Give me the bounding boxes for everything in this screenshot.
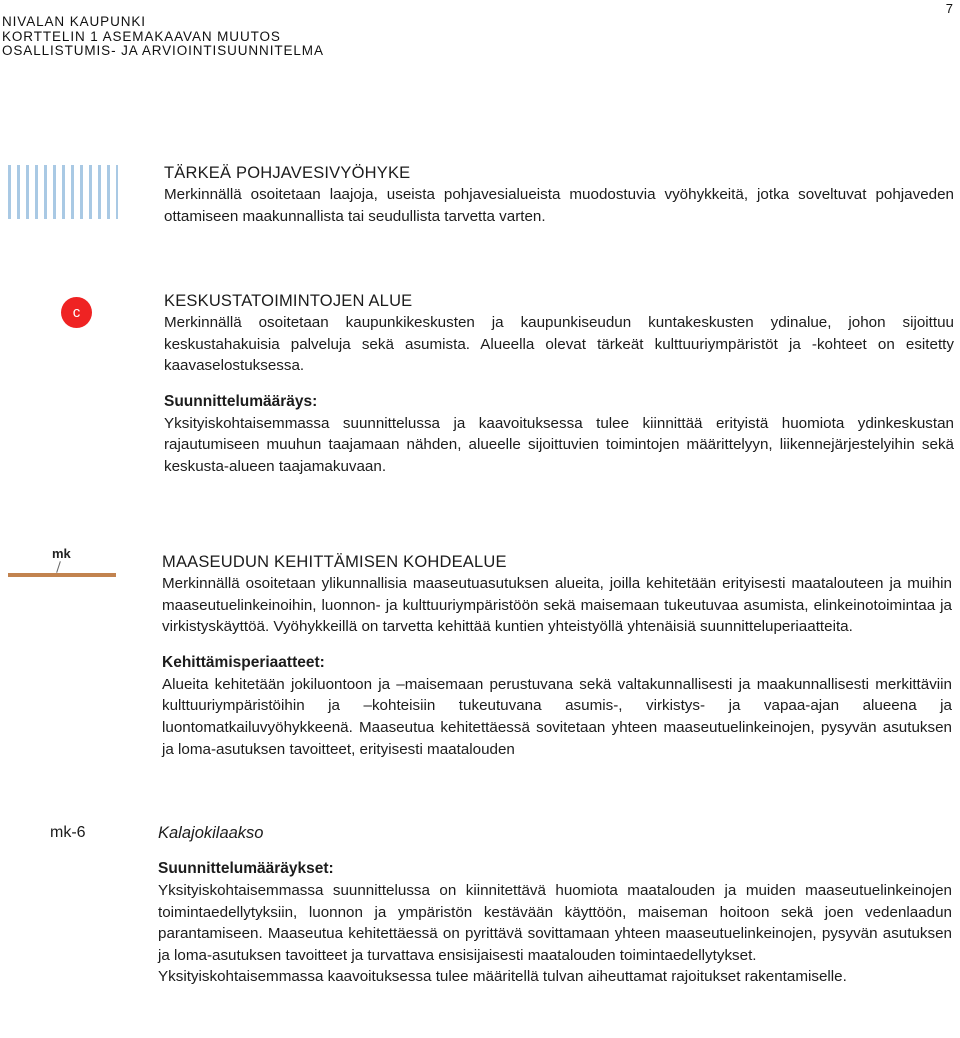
section-subheading: Kehittämisperiaatteet: [162,653,325,671]
section-principles-text: Alueita kehitetään jokiluontoon ja –maisemaan perustuvana sekä valtakunnallisesti ja maakunnallisesti merkittäviin kulttuuriympäristöihin ja –kohteisiin tukeutuvana asumis-, virkistys- ja vapaa-ajan alueena ja luontomatkailuvyöhykkeenä. Maaseutua kehitettäessä sovitetaan yhteen maaseutuelinkeinojen, pysyvän asutuksen ja loma-asutuksen tavoitteet, erityisesti maatalouden [162,675,952,758]
header-plan-title: KORTTELIN 1 ASEMAKAAVAN MUUTOS [2,28,281,44]
section-title: TÄRKEÄ POHJAVESIVYÖHYKE [164,164,411,182]
section-subheading: Suunnittelumääräykset: [158,860,334,877]
section-description: Merkinnällä osoitetaan ylikunnallisia maaseutuasutuksen alueita, joilla kehitetään erityisesti maatalouteen ja muihin maaseutuelinkeinoihin, luonnon- ja kulttuuriympäristöön sekä maisemaan tukeutuvaa asumista, elinkeinotoimintaa ja virkistyskäyttöä. Vyöhykkeillä on tarvetta kehittää kuntien yhteistyöllä yhtenäisiä suunnitteluperiaatteita. [162,575,952,636]
section-regulation-text: Yksityiskohtaisemmassa suunnittelussa ja kaavoituksessa tulee kiinnittää erityistä huomiota ydinkeskustan rajautumiseen muuhun taajamaan nähden, alueelle sijoittuvien toimintojen määrittelyyn, liikennejärjestelyihin sekä keskusta-alueen taajamakuvaan. [164,414,954,475]
section-description: Merkinnällä osoitetaan kaupunkikeskusten ja kaupunkiseudun kuntakeskusten ydinalue, johon sijoittuu keskustahakuisia palveluja sekä asumista. Alueella olevat tärkeät kulttuuriympäristöt ja -kohteet on esitetty kaavaselostuksessa. [164,314,954,375]
header-municipality: NIVALAN KAUPUNKI [2,14,146,29]
section-regulation-text-2: Yksityiskohtaisemmassa kaavoituksessa tulee määritellä tulvan aiheuttamat rajoitukset rakentamiselle. [158,968,847,986]
section-centre-functions [164,290,954,478]
section-mk6-kalajokilaakso [158,822,952,988]
header-document-type: OSALLISTUMIS- JA ARVIOINTISUUNNITELMA [2,43,324,59]
document-header [2,15,324,59]
rural-area-symbol-pointer [56,561,61,573]
rural-area-symbol-label: mk [52,546,71,561]
mk6-area-label: mk-6 [50,824,86,841]
section-regulation-text: Yksityiskohtaisemmassa suunnittelussa on kiinnitettävä huomiota maatalouden ja muiden maaseutuelinkeinojen toimintaedellytyksiin, luonnon ja ympäristön kestävään käyttöön, maiseman hoitoon sekä joen vedenlaadun parantamiseen. Maaseutua kehitettäessä on pyrittävä sovittamaan yhteen maaseutuelinkeinojen, pysyvän asutuksen ja loma-asutuksen tavoitteet ja turvattava ensisijaisesti maatalouden toimintaedellytykset. [158,882,952,964]
section-subheading: Suunnittelumääräys: [164,392,318,410]
centre-area-symbol: c [61,297,92,328]
area-place-name: Kalajokilaakso [158,824,264,842]
section-rural-development [162,551,952,760]
section-description: Merkinnällä osoitetaan laajoja, useista pohjavesialueista muodostuvia vyöhykkeitä, jotka soveltuvat pohjaveden ottamiseen maakunnallista tai seudullista tarvetta varten. [164,186,954,225]
groundwater-zone-symbol [8,165,118,219]
section-title: MAASEUDUN KEHITTÄMISEN KOHDEALUE [162,553,507,571]
section-title: KESKUSTATOIMINTOJEN ALUE [164,292,413,310]
rural-area-symbol-line [8,573,116,577]
page-number: 7 [945,1,953,16]
section-groundwater-zone [164,162,954,227]
